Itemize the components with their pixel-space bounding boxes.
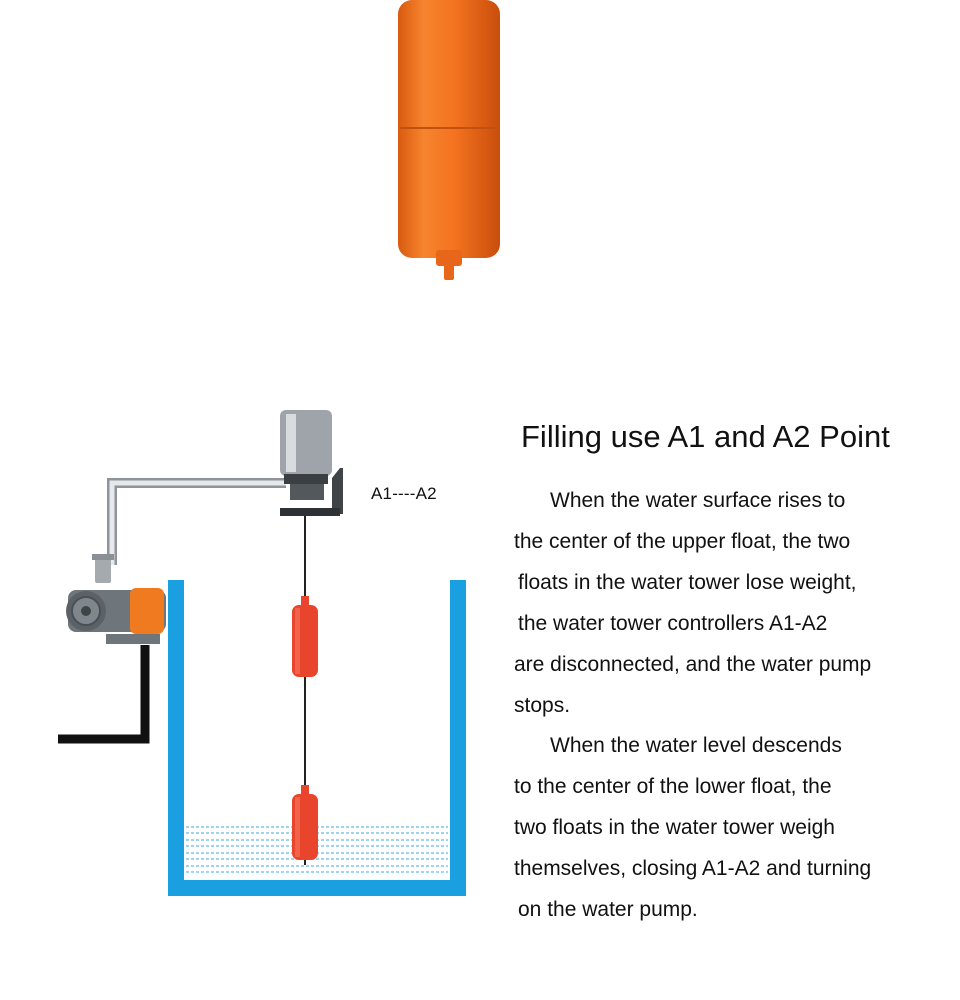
- section-heading: Filling use A1 and A2 Point: [521, 419, 890, 454]
- description-line: floats in the water tower lose weight,: [518, 571, 857, 594]
- description-line: on the water pump.: [518, 898, 698, 921]
- description-line: stops.: [514, 694, 571, 717]
- description-line: to the center of the lower float, the: [514, 775, 832, 798]
- supply-pipe: [112, 483, 286, 565]
- drain-pipe: [58, 645, 145, 739]
- description-line: the center of the upper float, the two: [514, 530, 851, 553]
- description-line: are disconnected, and the water pump: [514, 653, 872, 676]
- water-tower-diagram: [40, 400, 480, 920]
- description-line: When the water surface rises to: [550, 489, 846, 512]
- level-controller: [280, 410, 343, 516]
- description-line: two floats in the water tower weigh: [514, 816, 835, 839]
- water-pump: [66, 554, 166, 644]
- description-line: themselves, closing A1-A2 and turning: [514, 857, 872, 880]
- lower-float: [292, 785, 318, 860]
- description-line: When the water level descends: [550, 734, 842, 757]
- orange-float-image: [380, 0, 520, 290]
- description-line: the water tower controllers A1-A2: [518, 612, 828, 635]
- controller-terminal-label: A1----A2: [371, 484, 437, 503]
- upper-float: [292, 596, 318, 677]
